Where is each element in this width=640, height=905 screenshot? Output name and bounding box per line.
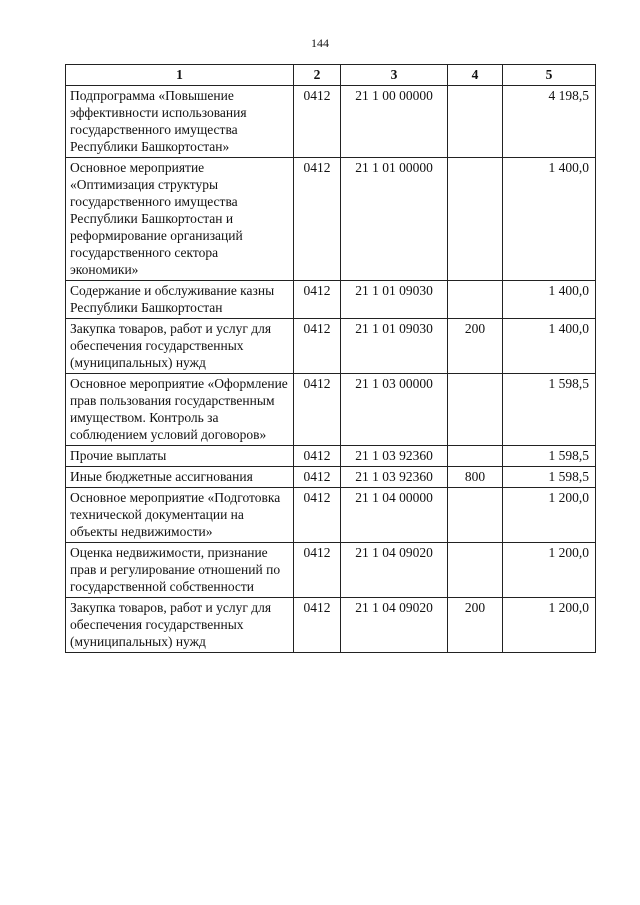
row-amount: 1 200,0: [503, 488, 596, 543]
row-amount: 1 598,5: [503, 446, 596, 467]
table-row: [66, 374, 596, 446]
row-section: 0412: [294, 598, 341, 653]
row-section: 0412: [294, 543, 341, 598]
row-type: 200: [448, 598, 503, 653]
header-col-1: 1: [66, 65, 294, 86]
row-section: 0412: [294, 467, 341, 488]
table-header: [66, 65, 596, 86]
row-code: 21 1 04 00000: [341, 488, 448, 543]
table-row: [66, 86, 596, 158]
row-name: Закупка товаров, работ и услуг для обеспечения государственных (муниципальных) нужд: [66, 598, 294, 653]
row-name: Закупка товаров, работ и услуг для обеспечения государственных (муниципальных) нужд: [66, 319, 294, 374]
row-amount: 1 200,0: [503, 598, 596, 653]
row-name: Основное мероприятие «Оптимизация структуры государственного имущества Республики Башкортостан и реформирование организаций государственного сектора экономики»: [66, 158, 294, 281]
row-code: 21 1 03 00000: [341, 374, 448, 446]
row-code: 21 1 04 09020: [341, 543, 448, 598]
table-row: [66, 488, 596, 543]
row-type: 200: [448, 319, 503, 374]
row-section: 0412: [294, 158, 341, 281]
row-type: [448, 488, 503, 543]
row-section: 0412: [294, 281, 341, 319]
table-row: [66, 446, 596, 467]
row-code: 21 1 01 09030: [341, 319, 448, 374]
row-name: Прочие выплаты: [66, 446, 294, 467]
row-code: 21 1 01 09030: [341, 281, 448, 319]
row-name: Основное мероприятие «Подготовка технической документации на объекты недвижимости»: [66, 488, 294, 543]
table-row: [66, 319, 596, 374]
header-col-4: 4: [448, 65, 503, 86]
row-amount: 4 198,5: [503, 86, 596, 158]
row-section: 0412: [294, 446, 341, 467]
table-row: [66, 543, 596, 598]
row-type: [448, 543, 503, 598]
row-amount: 1 598,5: [503, 467, 596, 488]
row-section: 0412: [294, 86, 341, 158]
row-type: [448, 446, 503, 467]
header-col-5: 5: [503, 65, 596, 86]
table-row: [66, 281, 596, 319]
row-section: 0412: [294, 374, 341, 446]
header-row: [66, 65, 596, 86]
row-amount: 1 400,0: [503, 319, 596, 374]
table-body: [66, 86, 596, 653]
row-name: Подпрограмма «Повышение эффективности использования государственного имущества Республики Башкортостан»: [66, 86, 294, 158]
row-type: 800: [448, 467, 503, 488]
row-name: Основное мероприятие «Оформление прав пользования государственным имуществом. Контроль за соблюдением условий договоров»: [66, 374, 294, 446]
row-code: 21 1 04 09020: [341, 598, 448, 653]
row-name: Содержание и обслуживание казны Республики Башкортостан: [66, 281, 294, 319]
row-type: [448, 86, 503, 158]
row-section: 0412: [294, 488, 341, 543]
header-col-2: 2: [294, 65, 341, 86]
page-number: 144: [311, 36, 329, 50]
row-code: 21 1 03 92360: [341, 467, 448, 488]
row-code: 21 1 03 92360: [341, 446, 448, 467]
row-section: 0412: [294, 319, 341, 374]
row-amount: 1 598,5: [503, 374, 596, 446]
table-row: [66, 598, 596, 653]
header-col-3: 3: [341, 65, 448, 86]
row-code: 21 1 00 00000: [341, 86, 448, 158]
row-code: 21 1 01 00000: [341, 158, 448, 281]
table-row: [66, 158, 596, 281]
row-type: [448, 158, 503, 281]
row-name: Иные бюджетные ассигнования: [66, 467, 294, 488]
row-amount: 1 400,0: [503, 281, 596, 319]
row-amount: 1 200,0: [503, 543, 596, 598]
row-type: [448, 281, 503, 319]
table-row: [66, 467, 596, 488]
row-type: [448, 374, 503, 446]
row-name: Оценка недвижимости, признание прав и регулирование отношений по государственной собственности: [66, 543, 294, 598]
row-amount: 1 400,0: [503, 158, 596, 281]
budget-table: [65, 64, 596, 653]
